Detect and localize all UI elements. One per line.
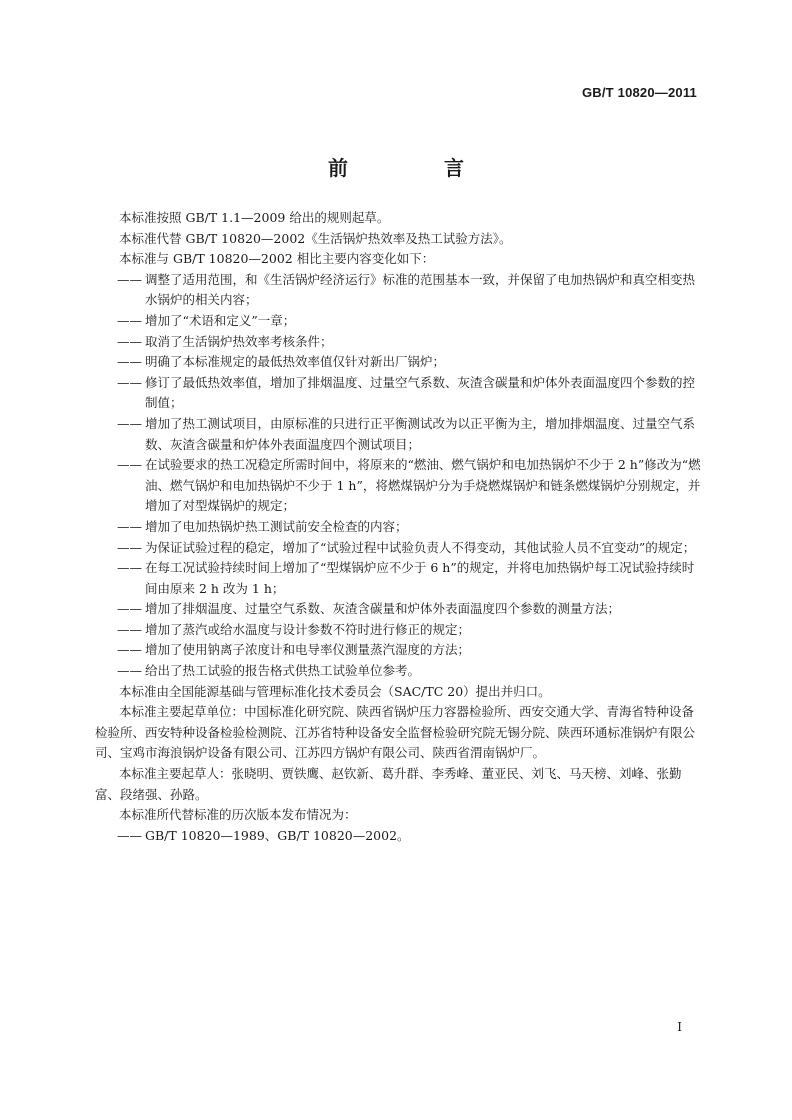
change-item — [95, 538, 703, 559]
change-text: 取消了生活锅炉热效率考核条件； — [145, 333, 333, 349]
change-text: 在每工况试验持续时间上增加了“型煤锅炉应不少于 6 h”的规定，并将电加热锅炉每工况试验持续时间由原来 2 h 改为 1 h； — [145, 560, 695, 596]
change-item — [95, 311, 703, 332]
dash-mark: —— — [117, 601, 142, 617]
change-item — [95, 661, 703, 682]
intro-paragraph: 本标准与 GB/T 10820—2002 相比主要内容变化如下： — [119, 251, 435, 267]
history-item — [95, 826, 703, 847]
closing-paragraph: 本标准由全国能源基础与管理标准化技术委员会（SAC/TC 20）提出并归口。 — [119, 683, 551, 699]
change-item — [95, 332, 703, 353]
change-text: 调整了适用范围，和《生活锅炉经济运行》标准的范围基本一致，并保留了电加热锅炉和真空相变热水锅炉的相关内容； — [145, 271, 696, 308]
change-text: 增加了蒸汽或给水温度与设计参数不符时进行修正的规定； — [145, 621, 471, 637]
change-text: 修订了最低热效率值，增加了排烟温度、过量空气系数、灰渣含碳量和炉体外表面温度四个参数的控制值； — [145, 374, 696, 411]
page-number: I — [677, 1020, 682, 1034]
dash-mark: —— — [117, 271, 142, 287]
change-text: 增加了使用钠离子浓度计和电导率仪测量蒸汽湿度的方法； — [145, 642, 471, 658]
dash-mark: —— — [117, 539, 142, 555]
dash-mark: —— — [117, 312, 142, 328]
dash-mark: —— — [117, 560, 142, 576]
change-text: 增加了“术语和定义”一章； — [145, 312, 296, 328]
change-item — [95, 620, 703, 641]
dash-mark: —— — [117, 518, 142, 534]
change-item — [95, 517, 703, 538]
dash-mark: —— — [117, 663, 142, 679]
change-item — [95, 599, 703, 620]
change-text: 增加了电加热锅炉热工测试前安全检查的内容； — [145, 518, 408, 534]
dash-mark: —— — [117, 374, 142, 390]
dash-mark: —— — [117, 415, 142, 431]
change-text: 给出了热工试验的报告格式供热工试验单位参考。 — [145, 663, 421, 679]
change-text: 在试验要求的热工况稳定所需时间中，将原来的“燃油、燃气锅炉和电加热锅炉不少于 2 h”修改为“燃油、燃气锅炉和电加热锅炉不少于 1 h”，将燃煤锅炉分为手烧燃煤锅炉和链条燃煤锅炉分别规定，并增加了对型煤锅炉的规定； — [145, 457, 701, 514]
document-body — [95, 208, 703, 846]
dash-mark: —— — [117, 457, 142, 473]
history-text: GB/T 10820—1989、GB/T 10820—2002。 — [145, 827, 410, 843]
dash-mark: —— — [117, 333, 142, 349]
change-item — [95, 558, 703, 599]
change-text: 增加了热工测试项目，由原标准的只进行正平衡测试改为以正平衡为主，增加排烟温度、过量空气系数、灰渣含碳量和炉体外表面温度四个测试项目； — [145, 415, 696, 452]
standard-number: GB/T 10820—2011 — [581, 85, 697, 100]
change-text: 为保证试验过程的稳定，增加了“试验过程中试验负责人不得变动，其他试验人员不宜变动”的规定； — [145, 539, 696, 555]
change-item — [95, 270, 703, 311]
change-item — [95, 352, 703, 373]
intro-paragraph: 本标准代替 GB/T 10820—2002《生活锅炉热效率及热工试验方法》。 — [119, 230, 512, 246]
page-title: 前 言 — [328, 156, 502, 180]
change-item — [95, 455, 703, 517]
intro-paragraph: 本标准按照 GB/T 1.1—2009 给出的规则起草。 — [119, 210, 390, 225]
dash-mark: —— — [117, 827, 142, 843]
change-item — [95, 414, 703, 455]
change-text: 明确了本标准规定的最低热效率值仅针对新出厂锅炉； — [145, 354, 446, 370]
change-item — [95, 373, 703, 414]
change-item — [95, 640, 703, 661]
dash-mark: —— — [117, 642, 142, 658]
closing-paragraph: 本标准主要起草单位：中国标准化研究院、陕西省锅炉压力容器检验所、西安交通大学、青海省特种设备检验所、西安特种设备检验检测院、江苏省特种设备安全监督检验研究院无锡分院、陕西环通标准锅炉有限公司、宝鸡市海浪锅炉设备有限公司、江苏四方锅炉有限公司、陕西省渭南锅炉厂。 — [95, 704, 696, 761]
dash-mark: —— — [117, 621, 142, 637]
dash-mark: —— — [117, 354, 142, 370]
change-text: 增加了排烟温度、过量空气系数、灰渣含碳量和炉体外表面温度四个参数的测量方法； — [145, 601, 621, 617]
closing-paragraph: 本标准主要起草人：张晓明、贾铁鹰、赵钦新、葛升群、李秀峰、董亚民、刘飞、马天榜、刘峰、张勤富、段绪强、孙路。 — [95, 766, 682, 802]
closing-paragraph: 本标准所代替标准的历次版本发布情况为： — [119, 807, 357, 823]
